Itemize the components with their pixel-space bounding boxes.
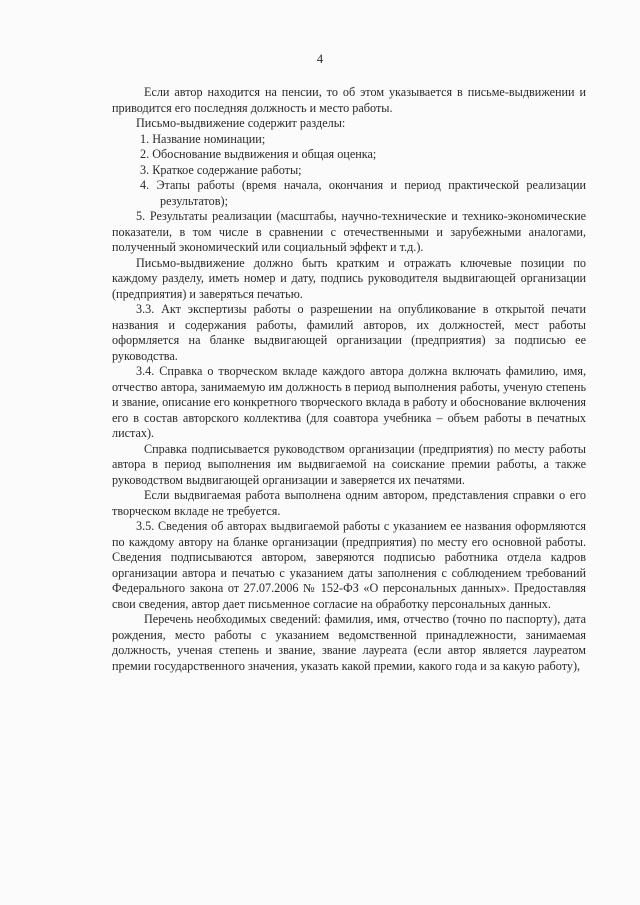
- paragraph-sections-intro: Письмо-выдвижение содержит разделы:: [136, 116, 346, 130]
- paragraph-3-4: 3.4. Справка о творческом вкладе каждого автора должна включать фамилию, имя, отчество автора, занимаемую им должность в период выполнения работы, ученую степень и звание, описание его конкретного творческого вклада в работу и обоснование включения его в состав авторского коллектива (для соавтора учебника – объем работы в печатных листах).: [112, 364, 586, 440]
- page-number: 4: [316, 52, 324, 66]
- list-item-3: 3. Краткое содержание работы;: [140, 162, 302, 177]
- paragraph-single-author: Если выдвигаемая работа выполнена одним автором, представления справки о его творческом вкладе не требуется.: [112, 488, 586, 518]
- paragraph-certificate-signing: Справка подписывается руководством организации (предприятия) по месту работы автора в период выполнения им выдвигаемой на соискание премии работы, а также руководством выдвигающей организации и заверяется их печатями.: [112, 441, 586, 487]
- paragraph-pension: Если автор находится на пенсии, то об этом указывается в письме-выдвижении и приводится его последняя должность и место работы.: [112, 85, 586, 115]
- document-body: [112, 85, 586, 674]
- list-item-4: 4. Этапы работы (время начала, окончания и период практической реализации результатов);: [140, 178, 586, 208]
- paragraph-required-info: Перечень необходимых сведений: фамилия, имя, отчество (точно по паспорту), дата рождения, место работы с указанием ведомственной принадлежности, занимаемая должность, ученая степень и звание, звание лауреата (если автор является лауреатом премии государственного значения, указать какой премии, какого года и за какую работу),: [112, 612, 586, 673]
- paragraph-letter-requirements: Письмо-выдвижение должно быть кратким и отражать ключевые позиции по каждому разделу, иметь номер и дату, подпись руководителя выдвигающей организации (предприятия) и заверяться печатью.: [112, 255, 586, 301]
- list-item-5: 5. Результаты реализации (масштабы, научно-технические и технико-экономические показатели, в том числе в сравнении с отечественными и зарубежными аналогами, полученный экономический или социальный эффект и т.д.).: [112, 209, 586, 254]
- paragraph-3-3: 3.3. Акт экспертизы работы о разрешении на опубликование в открытой печати названия и содержания работы, фамилий авторов, их должностей, мест работы оформляется на бланке выдвигающей организации (предприятия) за подписью ее руководства.: [112, 302, 586, 363]
- list-item-1: 1. Название номинации;: [140, 131, 266, 146]
- paragraph-3-5: 3.5. Сведения об авторах выдвигаемой работы с указанием ее названия оформляются по каждому автору на бланке организации (предприятия) по месту его основной работы. Сведения подписываются автором, заверяются подписью работника отдела кадров организации автора и печатью с указанием даты заполнения с соблюдением требований Федерального закона от 27.07.2006 № 152-ФЗ «О персональных данных». Предоставляя свои сведения, автор дает письменное согласие на обработку персональных данных.: [112, 519, 586, 611]
- list-item-2: 2. Обоснование выдвижения и общая оценка;: [140, 147, 377, 161]
